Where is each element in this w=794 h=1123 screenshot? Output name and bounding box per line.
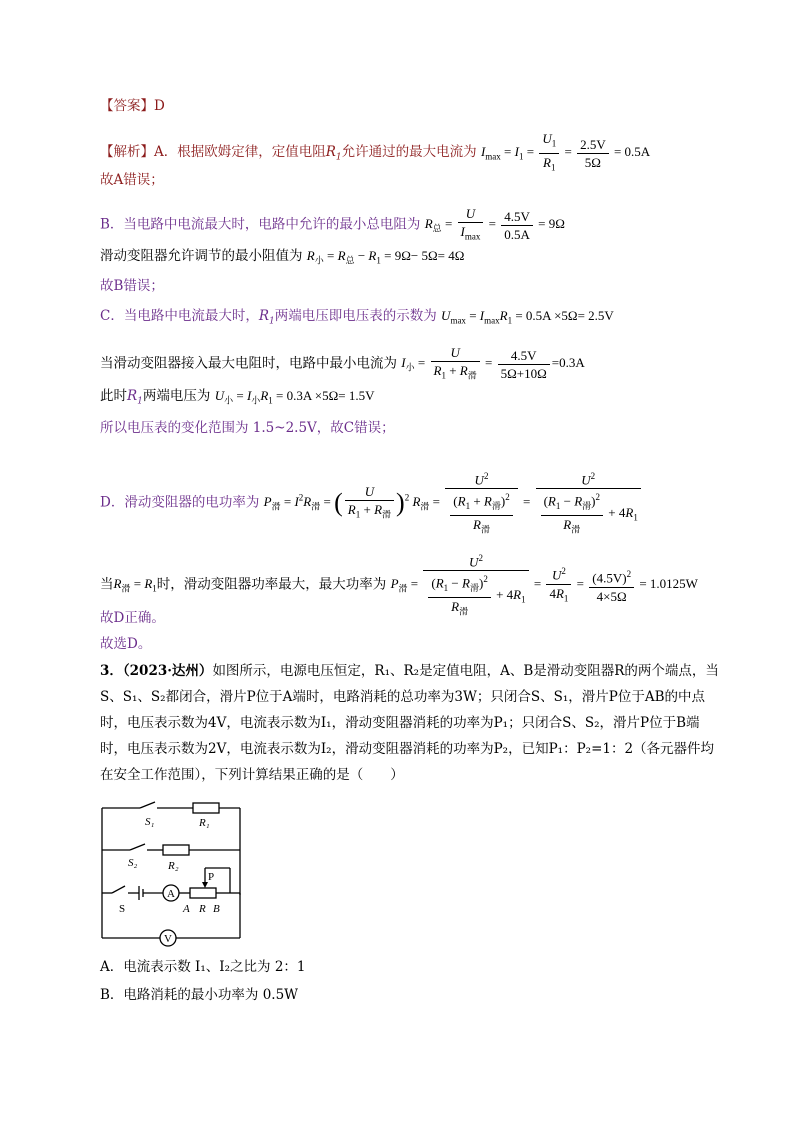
analysis-b-conclusion: 故B错误； <box>100 278 164 294</box>
question-3-text: 如图所示，电源电压恒定，R₁、R₂是定值电阻，A、B是滑动变阻器R的两个端点，当S、S₁、S₂都闭合，滑片P位于A端时，电路消耗的总功率为3W；只闭合S、S₁，滑片P位于AB的中点时，电压表示数为4V，电流表示数为I₁，滑动变阻器消耗的功率为P₁；只闭合S、S₂，滑片P位于B端时，电压表示数为2V，电流表示数为I₂，滑动变阻器消耗的功率为P₂，已知P₁：P₂=1：2（各元器件均在安全工作范围），下列计算结果正确的是（ ） <box>100 663 719 783</box>
analysis-a-formula: $I_{max} = I_1$ = $\frac{U_1}{R_1}$ = $\frac{2.5V}{5\Omega}$ = 0.5A <box>480 131 651 173</box>
label-b: B <box>213 903 220 915</box>
label-s1: S₁ <box>145 816 155 828</box>
analysis-c-line: C．当电路中电流最大时，$R_1$两端电压即电压表的示数为 $U_{max} = I_{max}R_1 = 0.5A \times 5\Omega= 2.5V$ <box>100 308 614 327</box>
answer-tag: 【答案】 <box>100 98 154 114</box>
answer-value: D <box>154 98 165 114</box>
analysis-a-r1: $R_1$ <box>325 144 342 163</box>
analysis-d-conclusion: 故D正确。 <box>100 610 165 626</box>
analysis-b-text: B．当电路中电流最大时，电路中允许的最小总电阻为 <box>100 216 421 233</box>
label-s: S <box>119 903 126 915</box>
label-r1: R₁ <box>199 817 210 829</box>
analysis-b-line2: 滑动变阻器允许调节的最小阻值为 $R_小 = R_总 - R_1 = 9\Omega- 5\Omega= 4\Omega$ <box>100 248 465 266</box>
analysis-final: 故选D。 <box>100 636 152 652</box>
circuit-diagram <box>95 800 255 950</box>
analysis-b-formula: $R_总$ = $\frac{U}{I_{max}}$ = $\frac{4.5V}{0.5A}$ = 9Ω <box>424 206 565 242</box>
voltmeter-label: V <box>164 933 172 945</box>
label-s2: S₂ <box>128 857 138 869</box>
analysis-c-line3: 此时$R_1$两端电压为 $U_小 = I_小R_1 = 0.3A \times 5\Omega= 1.5V$ <box>100 388 375 407</box>
analysis-a-conclusion: 故A错误； <box>100 172 164 188</box>
analysis-tag: 【解析】 <box>100 144 154 161</box>
label-a: A <box>183 903 190 915</box>
option-b: B．电路消耗的最小功率为 0.5W <box>100 987 299 1003</box>
question-3 <box>100 658 720 788</box>
label-r: R <box>199 903 206 915</box>
analysis-d-line: D．滑动变阻器的电功率为 $P_滑 = I^2R_滑$ = ( $\frac{U}{R_1 + R_滑}$ )$^2$ $R_滑$ = $\frac{U^2}{\frac{(R_1 + R_滑)^2}{R_滑}}$ = $U^2$ $\frac{(R_1 - R_滑)^2}{R_滑}$ + $4R_1$ <box>100 468 643 539</box>
label-r2: R₂ <box>168 860 179 872</box>
question-3-source: （2023·达州） <box>122 663 213 679</box>
analysis-d-line2: 当$R_滑 = R_1$时，滑动变阻器功率最大，最大功率为 $P_滑$ = $U^2$ $\frac{(R_1 - R_滑)^2}{R_滑}$ + $4R_1$ = $\frac{U^2}{4R_1}$ = $\frac{(4.5V)^2}{4\times 5\Omega}$ = 1.0125W <box>100 550 698 621</box>
option-a: A．电流表示数 I₁、I₂之比为 2：1 <box>100 959 306 975</box>
analysis-c-conclusion: 所以电压表的变化范围为 1.5~2.5V，故C错误； <box>100 420 395 436</box>
ammeter-label: A <box>167 888 175 900</box>
answer-line <box>100 96 165 116</box>
analysis-a-text2: 允许通过的最大电流为 <box>341 144 477 161</box>
question-3-number: 3． <box>100 663 123 679</box>
analysis-a-line <box>100 130 650 176</box>
analysis-b-line <box>100 205 565 246</box>
analysis-c-line2: 当滑动变阻器接入最大电阻时，电路中最小电流为 $I_小$ = $\frac{U}{R_1 + R_滑}$ = $\frac{4.5V}{5\Omega+10\Omega}$ =0.3A <box>100 345 585 381</box>
analysis-a-text: A．根据欧姆定律，定值电阻 <box>154 144 326 161</box>
label-p: P <box>208 871 215 883</box>
